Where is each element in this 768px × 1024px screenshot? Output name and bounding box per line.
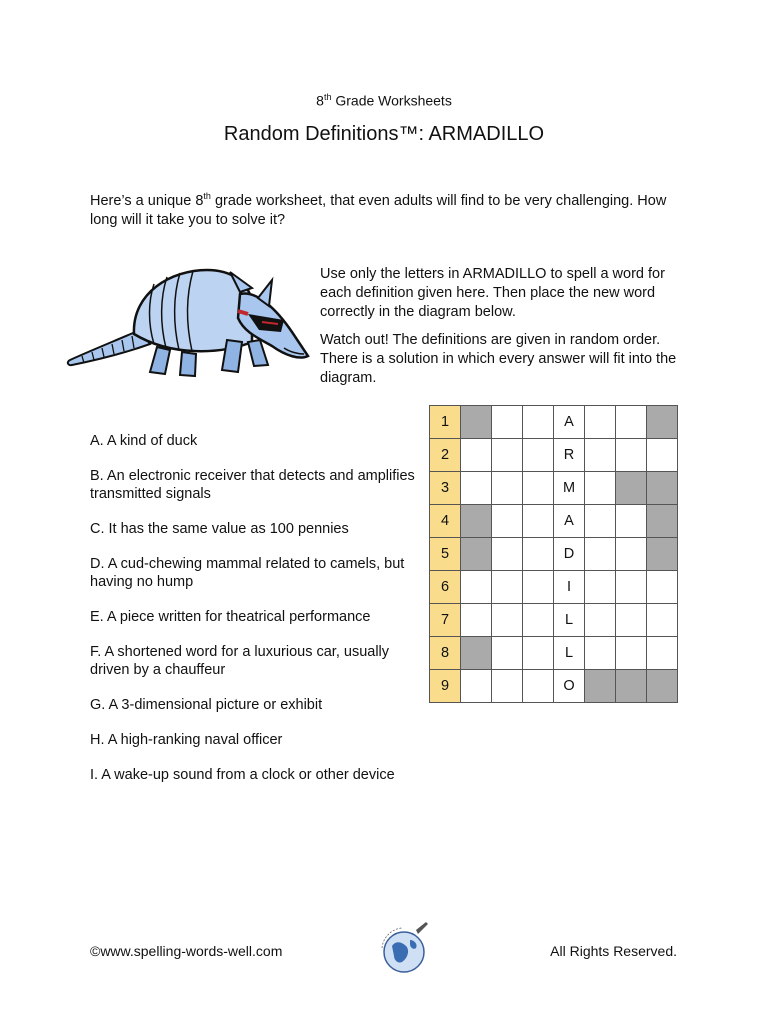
- shaded-cell: [616, 670, 647, 703]
- answer-cell[interactable]: [523, 538, 554, 571]
- definition-h: H. A high-ranking naval officer: [90, 732, 283, 748]
- given-letter-cell: R: [554, 439, 585, 472]
- answer-cell[interactable]: [492, 538, 523, 571]
- answer-cell[interactable]: [523, 637, 554, 670]
- definition-g: G. A 3-dimensional picture or exhibit: [90, 697, 323, 713]
- shaded-cell: [647, 670, 678, 703]
- row-number: 9: [430, 670, 461, 703]
- grid-row: [430, 406, 678, 439]
- instructions-paragraph-1: Use only the letters in ARMADILLO to spell a word for each definition given here. Then place the new word correctly in the diagram below.: [320, 266, 665, 320]
- answer-cell[interactable]: [616, 538, 647, 571]
- shaded-cell: [647, 406, 678, 439]
- footer-website: ©www.spelling-words-well.com: [90, 943, 283, 959]
- shaded-cell: [647, 472, 678, 505]
- answer-cell[interactable]: [585, 604, 616, 637]
- given-letter-cell: O: [554, 670, 585, 703]
- row-number: 1: [430, 406, 461, 439]
- definition-e: E. A piece written for theatrical performance: [90, 609, 371, 625]
- row-number: 5: [430, 538, 461, 571]
- given-letter-cell: M: [554, 472, 585, 505]
- worksheet-category: [0, 92, 768, 109]
- answer-cell[interactable]: [523, 571, 554, 604]
- grade-number: 8: [316, 92, 324, 109]
- given-letter-cell: L: [554, 604, 585, 637]
- grid-row: [430, 472, 678, 505]
- grid-row: [430, 505, 678, 538]
- answer-cell[interactable]: [461, 472, 492, 505]
- answer-cell[interactable]: [492, 571, 523, 604]
- answer-cell[interactable]: [523, 406, 554, 439]
- grade-label: Grade Worksheets: [331, 92, 452, 109]
- intro-text-end: grade worksheet, that even adults will find to be very challenging. How long will it take you to solve it?: [90, 192, 667, 228]
- answer-cell[interactable]: [492, 670, 523, 703]
- answer-cell[interactable]: [585, 472, 616, 505]
- answer-cell[interactable]: [585, 538, 616, 571]
- answer-cell[interactable]: [585, 571, 616, 604]
- shaded-cell: [461, 637, 492, 670]
- given-letter-cell: D: [554, 538, 585, 571]
- answer-cell[interactable]: [461, 439, 492, 472]
- armadillo-illustration: [62, 262, 312, 387]
- answer-cell[interactable]: [461, 571, 492, 604]
- shaded-cell: [647, 538, 678, 571]
- answer-cell[interactable]: [461, 670, 492, 703]
- answer-cell[interactable]: [523, 670, 554, 703]
- grid-row: [430, 538, 678, 571]
- answer-cell[interactable]: [585, 439, 616, 472]
- intro-text-start: Here’s a unique 8: [90, 192, 204, 209]
- row-number: 2: [430, 439, 461, 472]
- shaded-cell: [616, 472, 647, 505]
- row-number: 8: [430, 637, 461, 670]
- given-letter-cell: L: [554, 637, 585, 670]
- definition-i: I. A wake-up sound from a clock or other device: [90, 767, 395, 783]
- shaded-cell: [647, 505, 678, 538]
- definition-list: [90, 432, 420, 801]
- answer-cell[interactable]: [647, 571, 678, 604]
- grade-superscript: th: [323, 92, 332, 102]
- row-number: 3: [430, 472, 461, 505]
- given-letter-cell: A: [554, 505, 585, 538]
- answer-cell[interactable]: [492, 505, 523, 538]
- answer-cell[interactable]: [523, 472, 554, 505]
- definition-c: C. It has the same value as 100 pennies: [90, 521, 349, 537]
- shaded-cell: [461, 538, 492, 571]
- given-letter-cell: A: [554, 406, 585, 439]
- answer-cell[interactable]: [461, 604, 492, 637]
- instructions: [320, 265, 692, 397]
- grid-row: [430, 637, 678, 670]
- answer-cell[interactable]: [492, 406, 523, 439]
- answer-cell[interactable]: [492, 637, 523, 670]
- grid-row: [430, 604, 678, 637]
- answer-cell[interactable]: [647, 439, 678, 472]
- instructions-paragraph-2: Watch out! The definitions are given in random order. There is a solution in which every answer will fit into the diagram.: [320, 332, 677, 386]
- answer-cell[interactable]: [616, 571, 647, 604]
- answer-cell[interactable]: [647, 637, 678, 670]
- answer-cell[interactable]: [492, 439, 523, 472]
- grid-row: [430, 670, 678, 703]
- puzzle-grid: [429, 405, 678, 703]
- answer-cell[interactable]: [523, 439, 554, 472]
- answer-cell[interactable]: [616, 637, 647, 670]
- answer-cell[interactable]: [647, 604, 678, 637]
- shaded-cell: [461, 505, 492, 538]
- answer-cell[interactable]: [492, 472, 523, 505]
- answer-cell[interactable]: [585, 406, 616, 439]
- globe-logo-icon: [372, 918, 436, 982]
- answer-cell[interactable]: [523, 604, 554, 637]
- answer-cell[interactable]: [523, 505, 554, 538]
- answer-cell[interactable]: [616, 406, 647, 439]
- answer-cell[interactable]: [585, 505, 616, 538]
- answer-cell[interactable]: [492, 604, 523, 637]
- answer-cell[interactable]: [616, 505, 647, 538]
- answer-cell[interactable]: [616, 604, 647, 637]
- footer-rights: All Rights Reserved.: [550, 943, 677, 959]
- answer-cell[interactable]: [616, 439, 647, 472]
- page-title: Random Definitions™: ARMADILLO: [223, 123, 545, 145]
- row-number: 6: [430, 571, 461, 604]
- intro-superscript: th: [203, 191, 211, 201]
- definition-b: B. An electronic receiver that detects and amplifies transmitted signals: [90, 468, 415, 502]
- shaded-cell: [585, 670, 616, 703]
- grid-row: [430, 439, 678, 472]
- given-letter-cell: I: [554, 571, 585, 604]
- shaded-cell: [461, 406, 492, 439]
- row-number: 4: [430, 505, 461, 538]
- definition-f: F. A shortened word for a luxurious car, usually driven by a chauffeur: [90, 644, 390, 678]
- grid-row: [430, 571, 678, 604]
- definition-a: A. A kind of duck: [90, 433, 198, 449]
- answer-cell[interactable]: [585, 637, 616, 670]
- intro-paragraph: [90, 187, 690, 230]
- row-number: 7: [430, 604, 461, 637]
- definition-d: D. A cud-chewing mammal related to camels, but having no hump: [90, 556, 405, 590]
